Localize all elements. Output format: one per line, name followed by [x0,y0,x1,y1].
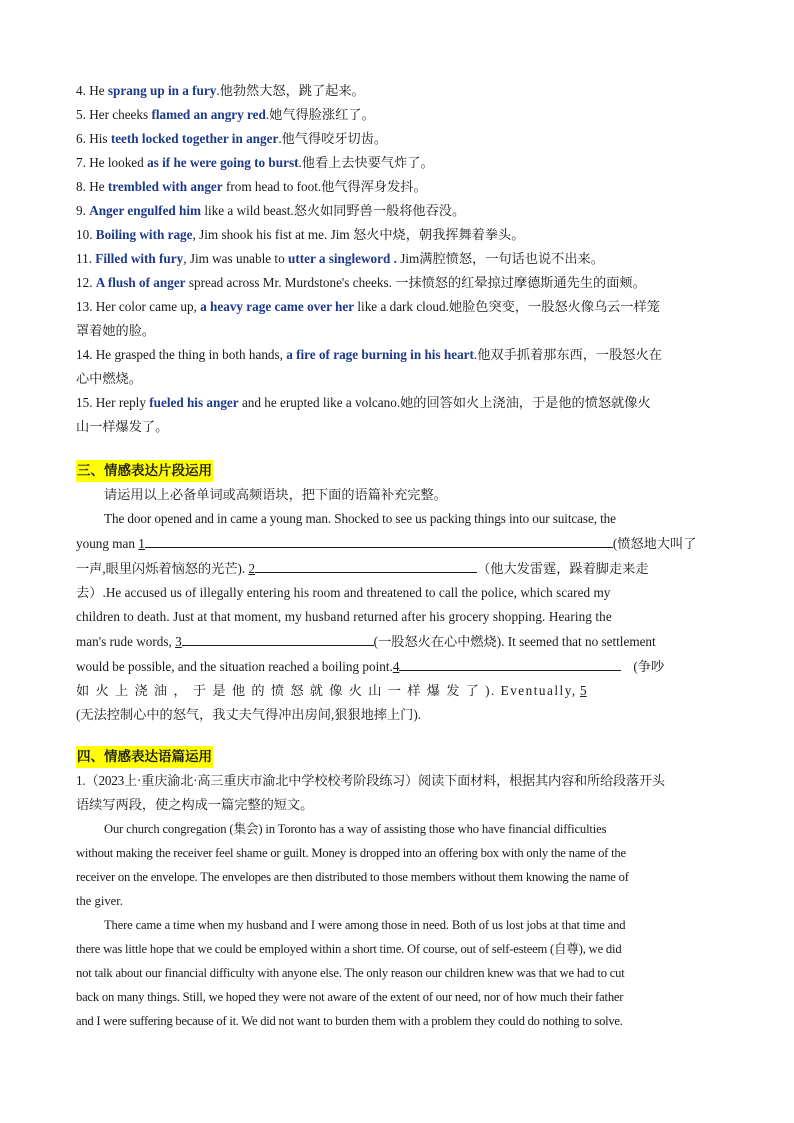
blank-2[interactable] [255,556,477,573]
passage-text: would be possible, and the situation reached a boiling point. [76,659,393,674]
passage-line: children to death. Just at that moment, my husband returned after his grocery shopping. Hearing the [76,609,612,624]
paragraph-2-line: not talk about our financial difficulty with anyone else. The only reason our children knew was that we had to cut [76,966,625,980]
passage-line: 去）.He accused us of illegally entering his room and threatened to call the police, which scared my [76,585,611,600]
phrase-item-15 [76,391,718,415]
phrase-text: 6. His [76,131,111,146]
phrase-item-11 [76,247,718,271]
phrase-translation: .他气得咬牙切齿。 [278,131,388,146]
passage-line: The door opened and in came a young man. Shocked to see us packing things into our suitcase, the [104,511,616,526]
phrase-text: 11. [76,251,96,266]
paragraph-2-line: back on many things. Still, we hoped they were not aware of the extent of our need, nor of how much their father [76,990,624,1004]
blank-number-5: 5 [580,683,587,698]
blank-3[interactable] [182,629,374,646]
blank-4[interactable] [399,654,621,671]
phrase-highlight: fueled his anger [149,395,239,410]
section-4 [76,745,718,1033]
paragraph-1-line: receiver on the envelope. The envelopes are then distributed to those members without them knowing the name of [76,870,629,884]
phrase-item-9 [76,199,718,223]
question-1-line: 语续写两段，使之构成一篇完整的短文。 [76,797,314,812]
phrase-item-14 [76,343,718,367]
section-3 [76,459,718,727]
phrase-text: 10. [76,227,96,242]
paragraph-1-line: without making the receiver feel shame or guilt. Money is dropped into an offering box with only the name of the [76,846,626,860]
blank-number-2: 2 [248,561,256,576]
phrase-text: 7. He looked [76,155,148,170]
blank-hint: 一声,眼里闪烁着恼怒的光芒). [76,561,249,576]
phrase-highlight: Anger engulfed him [89,203,202,218]
passage-line [76,556,718,581]
phrase-item-12 [76,271,718,295]
blank-hint: (争吵 [633,659,665,674]
phrase-item-13-cont: 罩着她的脸。 [76,323,156,338]
passage-line [76,654,718,679]
phrase-item-5 [76,103,718,127]
phrase-translation: spread across Mr. Murdstone's cheeks. 一抹愤怒的红晕掠过摩德斯通先生的面颊。 [185,275,646,290]
phrase-text: 14. He grasped the thing in both hands, [76,347,287,362]
section-4-title: 四、情感表达语篇运用 [76,746,213,768]
section-3-title: 三、情感表达片段运用 [76,460,213,482]
phrase-text: , Jim was unable to [183,251,288,266]
document-content [76,79,718,1033]
paragraph-1-line: the giver. [76,894,123,908]
passage-line [76,629,718,654]
phrase-translation: .他看上去快要气炸了。 [298,155,434,170]
phrase-text: 8. He [76,179,108,194]
paragraph-2-line: and I were suffering because of it. We did not want to burden them with a problem they could do nothing to solve. [76,1014,623,1028]
phrase-item-6 [76,127,718,151]
phrase-highlight: A flush of anger [95,275,186,290]
blank-hint: 如 火 上 浇 油 ， 于 是 他 的 愤 怒 就 像 火 山 一 样 爆 发 了 ). Eventually, [76,683,577,698]
phrase-translation: .他双手抓着那东西，一股怒火在 [473,347,662,362]
phrase-text: 13. Her color came up, [76,299,201,314]
paragraph-1-line: Our church congregation (集会) in Toronto has a way of assisting those who have financial difficulties [104,822,607,836]
phrase-highlight: teeth locked together in anger [110,131,279,146]
phrase-text: 5. Her cheeks [76,107,152,122]
phrase-translation: , Jim shook his fist at me. Jim 怒火中烧，朝我挥舞着拳头。 [192,227,525,242]
phrase-item-15-cont: 山一样爆发了。 [76,419,169,434]
phrase-item-7 [76,151,718,175]
phrase-item-10 [76,223,718,247]
phrase-translation: like a wild beast.怒火如同野兽一般将他吞没。 [201,203,466,218]
phrase-translation: from head to foot.他气得浑身发抖。 [222,179,427,194]
blank-hint: (愤怒地大叫了 [612,536,697,551]
phrase-text: 15. Her reply [76,395,150,410]
paragraph-2-line: There came a time when my husband and I were among those in need. Both of us lost jobs at that time and [104,918,626,932]
phrase-translation: and he erupted like a volcano.她的回答如火上浇油，于是他的愤怒就像火 [238,395,651,410]
blank-number-4: 4 [392,659,400,674]
phrase-translation: like a dark cloud.她脸色突变，一股怒火像乌云一样笼 [354,299,660,314]
paragraph-2-line: there was little hope that we could be employed within a short time. Of course, out of self-esteem (自尊), we did [76,942,622,956]
phrase-text: 4. He [76,83,108,98]
phrase-text: 12. [76,275,96,290]
phrase-highlight: Boiling with rage [95,227,193,242]
passage-line [76,679,718,703]
phrase-highlight: Filled with fury [95,251,184,266]
phrase-highlight: a fire of rage burning in his heart [286,347,474,362]
question-1-line: 1.（2023上·重庆渝北·高三重庆市渝北中学校校考阶段练习）阅读下面材料，根据其内容和所给段落开头 [76,773,665,788]
blank-hint: (一股怒火在心中燃烧). It seemed that no settlement [373,634,656,649]
phrase-highlight: sprang up in a fury [107,83,217,98]
phrase-item-14-cont: 心中燃烧。 [76,371,142,386]
passage-line: (无法控制心中的怒气，我丈夫气得冲出房间,狠狠地摔上门). [76,707,422,722]
phrase-translation: Jim满腔愤怒，一句话也说不出来。 [396,251,604,266]
blank-hint: （他大发雷霆，跺着脚走来走 [477,561,649,576]
phrase-highlight: a heavy rage came over her [200,299,355,314]
phrase-highlight: flamed an angry red [151,107,266,122]
phrase-item-4 [76,79,718,103]
section-3-instruction: 请运用以上必备单词或高频语块，把下面的语篇补充完整。 [104,487,447,502]
phrase-translation: .她气得脸涨红了。 [265,107,375,122]
phrase-highlight: as if he were going to burst [147,155,299,170]
phrase-highlight: trembled with anger [107,179,223,194]
blank-1[interactable] [145,531,613,548]
phrase-item-13 [76,295,718,319]
passage-line [76,531,718,556]
blank-number-1: 1 [138,536,145,551]
phrase-item-8 [76,175,718,199]
phrase-translation: .他勃然大怒，跳了起来。 [216,83,365,98]
passage-text: man's rude words, [76,634,176,649]
passage-text: young man [76,536,139,551]
blank-number-3: 3 [175,634,182,649]
phrase-text: 9. [76,203,90,218]
phrase-highlight: utter a singleword . [287,251,397,266]
